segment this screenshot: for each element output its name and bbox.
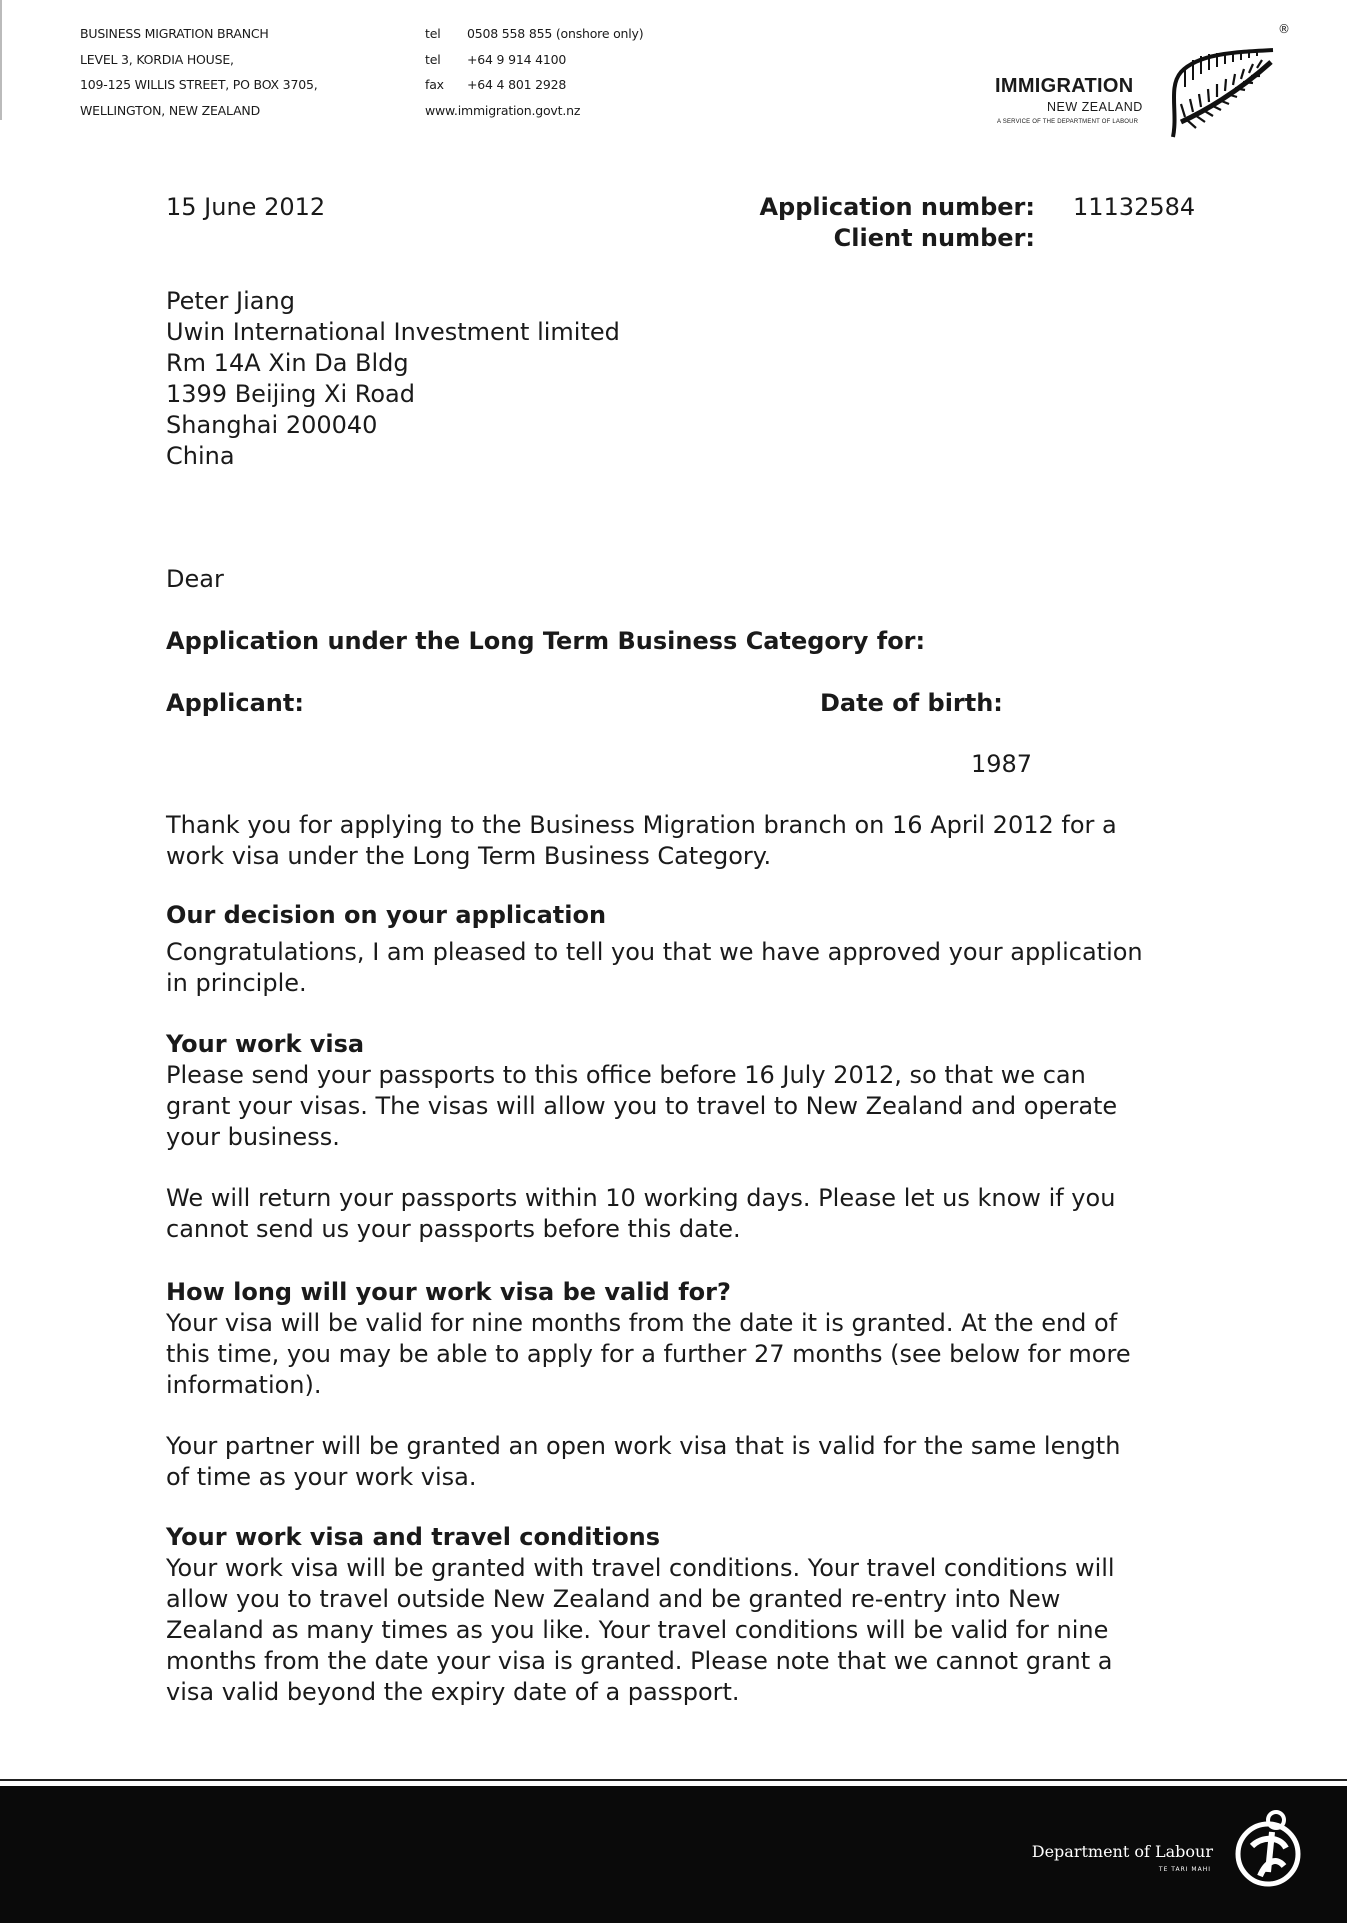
application-number-label: Application number: [759, 193, 1035, 221]
intro-paragraph: Thank you for applying to the Business Migration branch on 16 April 2012 for a work visa under the Long Term Business Category. [166, 811, 1117, 870]
client-number-label: Client number: [833, 224, 1035, 252]
contact-phone-onshore: tel 0508 558 855 (onshore only) [425, 26, 644, 41]
contact-phone: tel +64 9 914 4100 [425, 51, 567, 67]
footer-bar [0, 1786, 1347, 1923]
recipient-line: 1399 Beijing Xi Road [166, 380, 415, 408]
branch-contacts [425, 21, 643, 123]
address-line: WELLINGTON, NEW ZEALAND [80, 102, 261, 118]
salutation: Dear [166, 565, 224, 593]
recipient-name: Peter Jiang [166, 287, 295, 315]
section-heading-validity: How long will your work visa be valid for? [166, 1278, 731, 1306]
letter-date: 15 June 2012 [166, 193, 326, 221]
recipient-line: Shanghai 200040 [166, 411, 378, 439]
letter-subject: Application under the Long Term Business Category for: [166, 627, 926, 655]
validity-paragraph: Your visa will be valid for nine months from the date it is granted. At the end of this time, you may be able to apply for a further 27 months (see below for more information). [166, 1309, 1131, 1399]
dob-label: Date of birth: [820, 689, 1003, 717]
footer-rule [0, 1779, 1347, 1781]
decision-paragraph: Congratulations, I am pleased to tell you that we have approved your application in principle. [166, 938, 1143, 997]
section-heading-decision: Our decision on your application [166, 901, 607, 929]
registered-mark: ® [1278, 22, 1290, 36]
fern-icon [1163, 42, 1278, 142]
address-line: LEVEL 3, KORDIA HOUSE, [80, 51, 234, 67]
recipient-line: Uwin International Investment limited [166, 318, 620, 346]
recipient-address [166, 286, 620, 472]
branch-address [80, 21, 317, 123]
travel-conditions-paragraph: Your work visa will be granted with travel conditions. Your travel conditions will allow you to travel outside New Zealand and be granted re-entry into New Zealand as many times as you like. Your travel conditions will be valid for nine months from the date your visa is granted. Please note that we cannot grant a visa valid beyond the expiry date of a passport. [166, 1554, 1115, 1706]
logo-tagline: A SERVICE OF THE DEPARTMENT OF LABOUR [997, 119, 1139, 125]
section-heading-work-visa: Your work visa [166, 1030, 365, 1058]
logo-wordmark: IMMIGRATION [995, 75, 1134, 97]
address-line: BUSINESS MIGRATION BRANCH [80, 26, 269, 41]
contact-fax: fax +64 4 801 2928 [425, 77, 567, 92]
footer-org-subtitle: TE TARI MAHI [1158, 1866, 1211, 1873]
recipient-line: China [166, 442, 235, 470]
logo-subtitle: NEW ZEALAND [1047, 100, 1143, 114]
department-of-labour-logo-icon [1232, 1806, 1304, 1894]
footer-org-name: Department of Labour [1031, 1842, 1213, 1861]
address-line: 109-125 WILLIS STREET, PO BOX 3705, [80, 77, 318, 92]
contact-website: www.immigration.govt.nz [425, 102, 581, 118]
immigration-nz-logo [995, 20, 1295, 135]
passport-return-paragraph: We will return your passports within 10 working days. Please let us know if you cannot send us your passports before this date. [166, 1184, 1116, 1243]
work-visa-paragraph: Please send your passports to this office before 16 July 2012, so that we can grant your visas. The visas will allow you to travel to New Zealand and operate your business. [166, 1061, 1118, 1151]
applicant-label: Applicant: [166, 689, 304, 717]
left-scan-edge [0, 0, 2, 120]
recipient-line: Rm 14A Xin Da Bldg [166, 349, 409, 377]
dob-year: 1987 [971, 750, 1033, 778]
application-number: 11132584 [1073, 193, 1196, 221]
section-heading-travel-conditions: Your work visa and travel conditions [166, 1523, 661, 1551]
partner-visa-paragraph: Your partner will be granted an open work visa that is valid for the same length of time as your work visa. [166, 1432, 1121, 1491]
